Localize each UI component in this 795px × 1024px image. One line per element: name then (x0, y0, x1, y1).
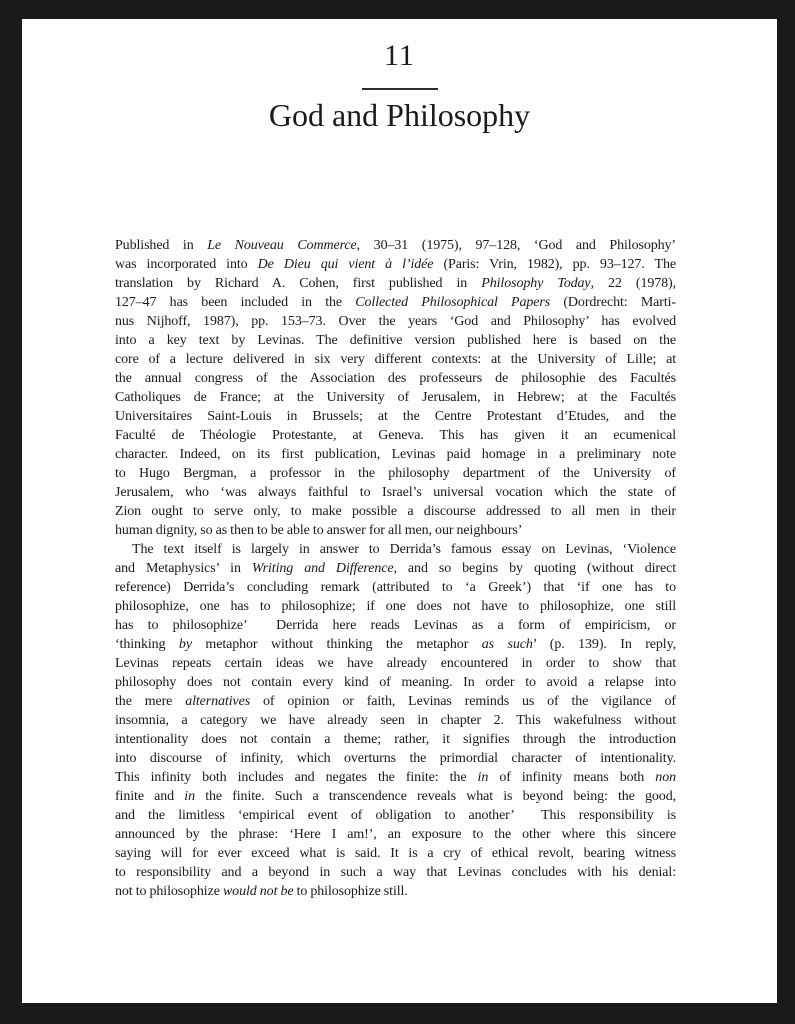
text-line: has to philosophize’ Derrida here reads Levinas as a form of empiricism, or (115, 618, 676, 633)
text-line: announced by the phrase: ‘Here I am!’, an exposure to the other where this sincere (115, 827, 676, 842)
text-line: Zion ought to serve only, to make possible a discourse addressed to all men in their (115, 504, 676, 519)
text-line: to responsibility and a beyond in such a way that Levinas concludes with his denial: (115, 865, 676, 880)
text-line: to Hugo Bergman, a professor in the philosophy department of the University of (115, 466, 676, 481)
text-line: the annual congress of the Association des professeurs de philosophie des Facultés (115, 371, 676, 386)
text-line: Universitaires Saint-Louis in Brussels; at the Centre Protestant d’Etudes, and the (115, 409, 676, 424)
text-line: human dignity, so as then to be able to answer for all men, our neighbours’ (115, 523, 523, 538)
chapter-divider-rule (362, 88, 438, 90)
text-line: intentionality does not contain a theme; rather, it signifies through the introduction (115, 732, 676, 747)
text-line: the mere alternatives of opinion or faith, Levinas reminds us of the vigilance of (115, 694, 676, 709)
text-line: Catholiques de France; at the University of Jerusalem, in Hebrew; at the Facultés (115, 390, 676, 405)
text-line: insomnia, a category we have already seen in chapter 2. This wakefulness without (115, 713, 676, 728)
text-line: translation by Richard A. Cohen, first published in Philosophy Today, 22 (1978), (115, 276, 676, 291)
text-line: not to philosophize would not be to philosophize still. (115, 884, 408, 899)
text-line: Levinas repeats certain ideas we have already encountered in order to show that (115, 656, 676, 671)
text-line: Jerusalem, who ‘was always faithful to Israel’s universal vocation which the state of (115, 485, 676, 500)
body-text (115, 236, 676, 901)
text-line: and Metaphysics’ in Writing and Difference, and so begins by quoting (without direct (115, 561, 676, 576)
text-line: saying will for ever exceed what is said. It is a cry of ethical revolt, bearing witness (115, 846, 676, 861)
text-line: and the limitless ‘empirical event of obligation to another’ This responsibility is (115, 808, 676, 823)
text-line: philosophize, one has to philosophize; if one does not have to philosophize, one still (115, 599, 676, 614)
text-line: into discourse of infinity, which overturns the primordial character of intentionality. (115, 751, 676, 766)
text-line: The text itself is largely in answer to Derrida’s famous essay on Levinas, ‘Violence (132, 542, 676, 557)
chapter-number: 11 (384, 39, 415, 72)
text-line: character. Indeed, on its first publication, Levinas paid homage in a preliminary note (115, 447, 676, 462)
text-line: nus Nijhoff, 1987), pp. 153–73. Over the years ‘God and Philosophy’ has evolved (115, 314, 676, 329)
text-line: ‘thinking by metaphor without thinking the metaphor as such’ (p. 139). In reply, (115, 637, 676, 652)
text-line: reference) Derrida’s concluding remark (attributed to ‘a Greek’) that ‘if one has to (115, 580, 676, 595)
text-line: 127–47 has been included in the Collected Philosophical Papers (Dordrecht: Marti- (115, 295, 676, 310)
text-line: Faculté de Théologie Protestante, at Geneva. This has given it an ecumenical (115, 428, 676, 443)
chapter-title: God and Philosophy (268, 97, 531, 133)
book-page (22, 19, 777, 1003)
text-line: into a key text by Levinas. The definitive version published here is based on the (115, 333, 676, 348)
text-line: This infinity both includes and negates the finite: the in of infinity means both non (115, 770, 676, 785)
text-line: core of a lecture delivered in six very different contexts: at the University of Lille; at (115, 352, 676, 367)
text-line: philosophy does not contain every kind of meaning. In order to avoid a relapse into (115, 675, 676, 690)
text-line: was incorporated into De Dieu qui vient à l’idée (Paris: Vrin, 1982), pp. 93–127. The (115, 257, 676, 272)
text-line: Published in Le Nouveau Commerce, 30–31 (1975), 97–128, ‘God and Philosophy’ (115, 238, 676, 253)
text-line: finite and in the finite. Such a transcendence reveals what is beyond being: the good, (115, 789, 676, 804)
